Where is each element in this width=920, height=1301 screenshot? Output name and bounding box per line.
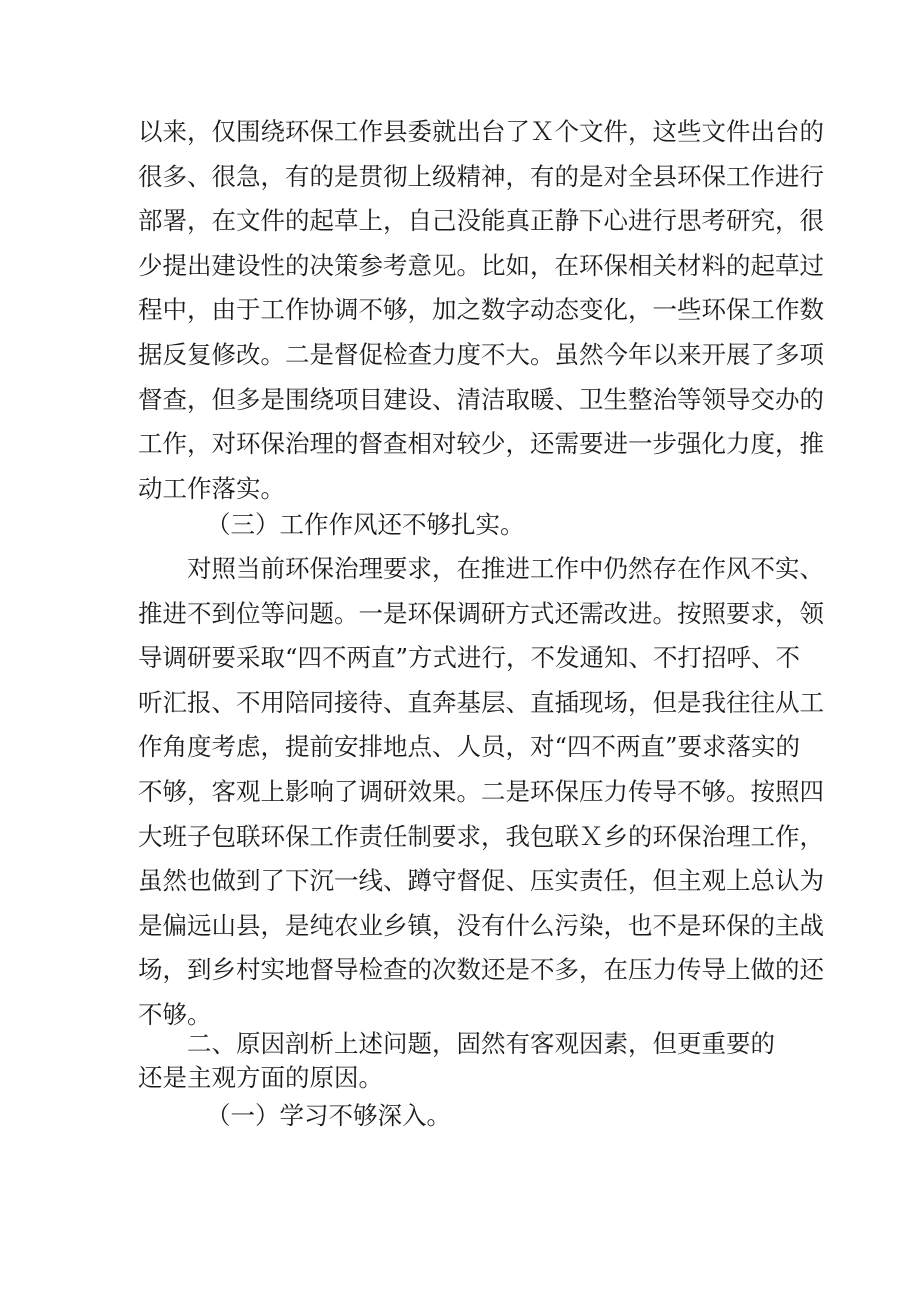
section-heading-work-style: （三）工作作风还不够扎实。 [206,510,525,539]
section-heading-study: （一）学习不够深入。 [206,1101,451,1130]
text-line: 对照当前环保治理要求，在推进工作中仍然存在作风不实、 [187,554,824,583]
text-line: 以来，仅围绕环保工作县委就出台了Ｘ个文件，这些文件出台的 [138,117,824,146]
text-line: 虽然也做到了下沉一线、蹲守督促、压实责任，但主观上总认为 [138,866,824,896]
text-line: 动工作落实。 [138,473,285,503]
text-line: 导调研要采取“四不两直”方式进行，不发通知、不打招呼、不 [138,643,801,673]
paragraph-work-efficiency [138,110,824,511]
section-heading-cause-analysis: 二、原因剖析上述问题，固然有客观因素，但更重要的 [187,1029,775,1058]
text-line: 推进不到位等问题。一是环保调研方式还需改进。按照要求，领 [138,598,824,628]
text-line: 场，到乡村实地督导检查的次数还是不多，在压力传导上做的还 [138,955,824,985]
text-line: 程中，由于工作协调不够，加之数字动态变化，一些环保工作数 [138,295,824,325]
text-line: 不够，客观上影响了调研效果。二是环保压力传导不够。按照四 [138,776,824,806]
text-line: 听汇报、不用陪同接待、直奔基层、直插现场，但是我往往从工 [138,687,824,717]
text-line: 大班子包联环保工作责任制要求，我包联Ｘ乡的环保治理工作， [138,821,824,851]
text-line: 很多、很急，有的是贯彻上级精神，有的是对全县环保工作进行 [138,161,824,191]
text-line: 不够。 [138,999,212,1029]
text-line: 部署，在文件的起草上，自己没能真正静下心进行思考研究，很 [138,206,824,236]
text-line: 工作，对环保治理的督查相对较少，还需要进一步强化力度，推 [138,429,824,459]
text-line: 据反复修改。二是督促检查力度不大。虽然今年以来开展了多项 [138,339,824,369]
text-line: 作角度考虑，提前安排地点、人员，对“四不两直”要求落实的 [138,732,801,762]
section-heading-cause-analysis-continued: 还是主观方面的原因。 [138,1063,383,1092]
paragraph-work-style [138,547,824,1038]
text-line: 少提出建设性的决策参考意见。比如，在环保相关材料的起草过 [138,250,824,280]
text-line: 是偏远山县，是纯农业乡镇，没有什么污染，也不是环保的主战 [138,910,824,940]
text-line: 督查，但多是围绕项目建设、清洁取暖、卫生整治等领导交办的 [138,384,824,414]
